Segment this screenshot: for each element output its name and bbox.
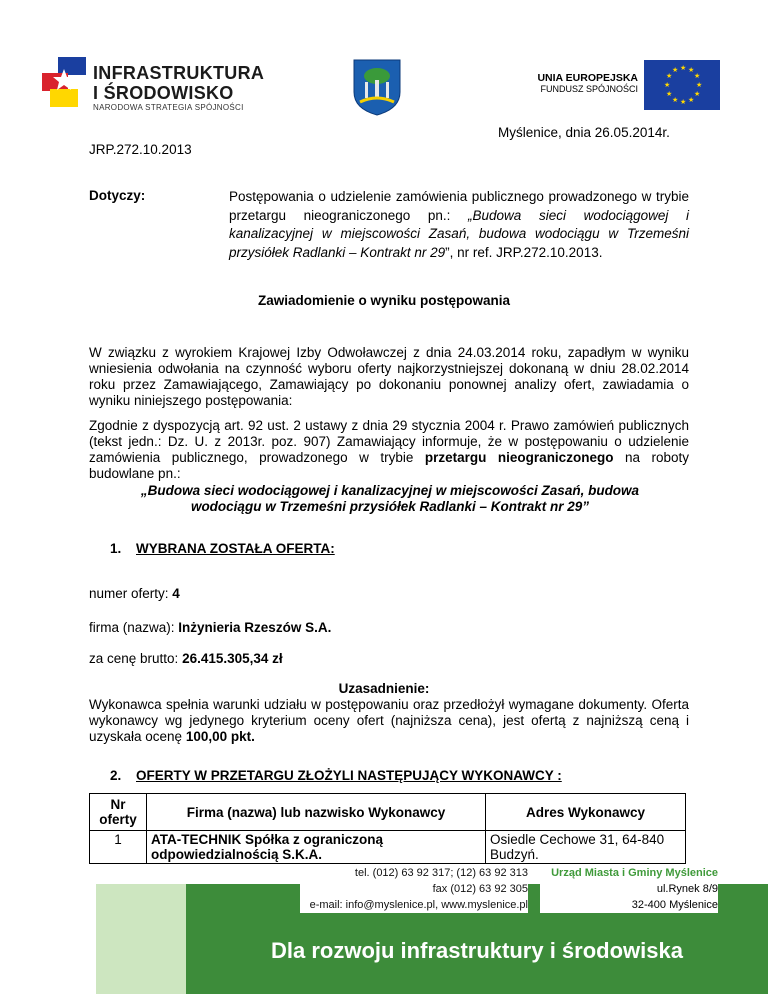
eu-stars-icon (644, 60, 720, 110)
section-1-number: 1. (110, 541, 122, 556)
footer-band-light (96, 884, 186, 994)
table-header-nr: Nr oferty (90, 794, 147, 831)
svg-text:★: ★ (666, 72, 673, 80)
coat-of-arms-icon (352, 58, 402, 116)
table-row (90, 831, 686, 864)
footer-office-street: ul.Rynek 8/9 (656, 883, 718, 895)
paragraph-2-pre: Zgodnie z dyspozycją art. 92 ust. 2 ustawy z dnia 29 stycznia 2004 r. Prawo zamówień publicznych (tekst jedn.: Dz. U. z 2013r. poz. 907) Zamawiający informuje, że w postępowaniu o udzielenie zamówienia publicznego, prowadzonego w trybie (89, 418, 689, 465)
logo-subtitle: NARODOWA STRATEGIA SPÓJNOŚCI (93, 103, 244, 112)
footer-office-name: Urząd Miasta i Gminy Myślenice (551, 867, 718, 879)
contract-title: „Budowa sieci wodociągowej i kanalizacyjnej w miejscowości Zasań, budowa wodociągu w Trzemeśni przysiółek Radlanki – Kontrakt nr 29” (140, 483, 640, 514)
table-header-row (90, 794, 686, 831)
price-value: 26.415.305,34 zł (182, 651, 283, 666)
svg-text:★: ★ (688, 66, 695, 74)
section-2-heading (110, 768, 562, 783)
justification-score: 100,00 pkt. (185, 729, 255, 744)
price-label: za cenę brutto: (89, 651, 183, 666)
footer-tel: tel. (012) 63 92 317; (12) 63 92 313 (354, 867, 528, 879)
footer-office-city: 32-400 Myślenice (631, 899, 718, 911)
justification-pre: Wykonawca spełnia warunki udziału w postępowaniu oraz przedłożył wymagane dokumenty. Oferta wykonawcy wg jedynego kryterium oceny ofert (najniższa cena), jest ofertą z najniższą ceną i uzyskała ocenę (89, 697, 689, 744)
offer-number-label: numer oferty: (89, 586, 173, 601)
subject-italic-title: „Budowa sieci wodociągowej i kanalizacyjnej w miejscowości Zasań, budowa wodociągu w Trzemeśni przysiółek Radlanki – Kontrakt nr 29 (229, 207, 690, 260)
svg-text:★: ★ (680, 98, 687, 106)
justification-text (89, 697, 689, 745)
svg-text:★: ★ (680, 64, 687, 72)
infrastruktura-logo (38, 55, 278, 115)
table-cell-address: Osiedle Cechowe 31, 64-840 Budzyń. (486, 831, 686, 864)
section-2-number: 2. (110, 768, 122, 783)
subject-pre: Postępowania o udzielenie zamówienia publicznego prowadzonego w trybie przetargu nieograniczonego pn.: (229, 189, 689, 223)
subject-text (229, 188, 689, 262)
paragraph-1: W związku z wyrokiem Krajowej Izby Odwoławczej z dnia 24.03.2014 roku, zapadłym w wyniku wniesienia odwołania na czynność wyboru oferty najkorzystniejszej dokonaną w dniu 28.02.2014 roku przez Zamawiającego, Zamawiający po dokonaniu ponownej analizy ofert, zawiadamia o wyniku niniejszego postępowania: (89, 345, 689, 408)
reference-number: JRP.272.10.2013 (89, 142, 192, 157)
offer-number-line (89, 586, 180, 601)
eu-logo-text (534, 72, 638, 94)
eu-flag (644, 60, 720, 110)
svg-text:★: ★ (688, 96, 695, 104)
footer-slogan: Dla rozwoju infrastruktury i środowiska (271, 938, 683, 963)
price-line (89, 651, 283, 666)
footer-contact (300, 865, 528, 913)
section-1-title: WYBRANA ZOSTAŁA OFERTA: (136, 541, 335, 556)
svg-text:★: ★ (666, 90, 673, 98)
logo-title-line2: I ŚRODOWISKO (93, 83, 234, 103)
firm-value: Inżynieria Rzeszów S.A. (178, 620, 332, 635)
table-cell-firm: ATA-TECHNIK Spółka z ograniczoną odpowiedzialnością S.K.A. (147, 831, 486, 864)
svg-text:★: ★ (664, 81, 671, 89)
paragraph-2 (89, 418, 689, 482)
firm-label: firma (nazwa): (89, 620, 179, 635)
footer-office (540, 865, 718, 913)
eu-title: UNIA EUROPEJSKA (537, 72, 638, 84)
paragraph-2-bold: przetargu nieograniczonego (424, 450, 614, 465)
svg-text:★: ★ (672, 96, 679, 104)
section-1-heading (110, 541, 335, 556)
table-header-address: Adres Wykonawcy (486, 794, 686, 831)
svg-text:★: ★ (696, 81, 703, 89)
offers-table (89, 793, 686, 864)
footer-fax: fax (012) 63 92 305 (432, 883, 528, 895)
letter-date: Myślenice, dnia 26.05.2014r. (498, 125, 670, 140)
logo-title-line1: INFRASTRUKTURA (93, 63, 265, 83)
firm-line (89, 620, 331, 635)
subject-post: ”, nr ref. JRP.272.10.2013. (445, 244, 603, 260)
table-cell-nr: 1 (90, 831, 147, 864)
subject-label: Dotyczy: (89, 188, 146, 203)
svg-text:★: ★ (694, 90, 701, 98)
paragraph-2-post: na roboty budowlane pn.: (89, 450, 689, 481)
offer-number-value: 4 (172, 586, 180, 601)
footer-email: e-mail: info@myslenice.pl, www.myslenice.pl (309, 899, 528, 911)
section-2-title: OFERTY W PRZETARGU ZŁOŻYLI NASTĘPUJĄCY WYKONAWCY : (136, 768, 562, 783)
table-header-firm: Firma (nazwa) lub nazwisko Wykonawcy (147, 794, 486, 831)
flag-star-icon (38, 55, 90, 113)
eu-subtitle: FUNDUSZ SPÓJNOŚCI (540, 84, 638, 94)
svg-text:★: ★ (694, 72, 701, 80)
justification-title: Uzasadnienie: (338, 681, 430, 696)
svg-text:★: ★ (672, 66, 679, 74)
notice-heading: Zawiadomienie o wyniku postępowania (257, 293, 511, 308)
myslenice-coat-of-arms (352, 58, 402, 116)
